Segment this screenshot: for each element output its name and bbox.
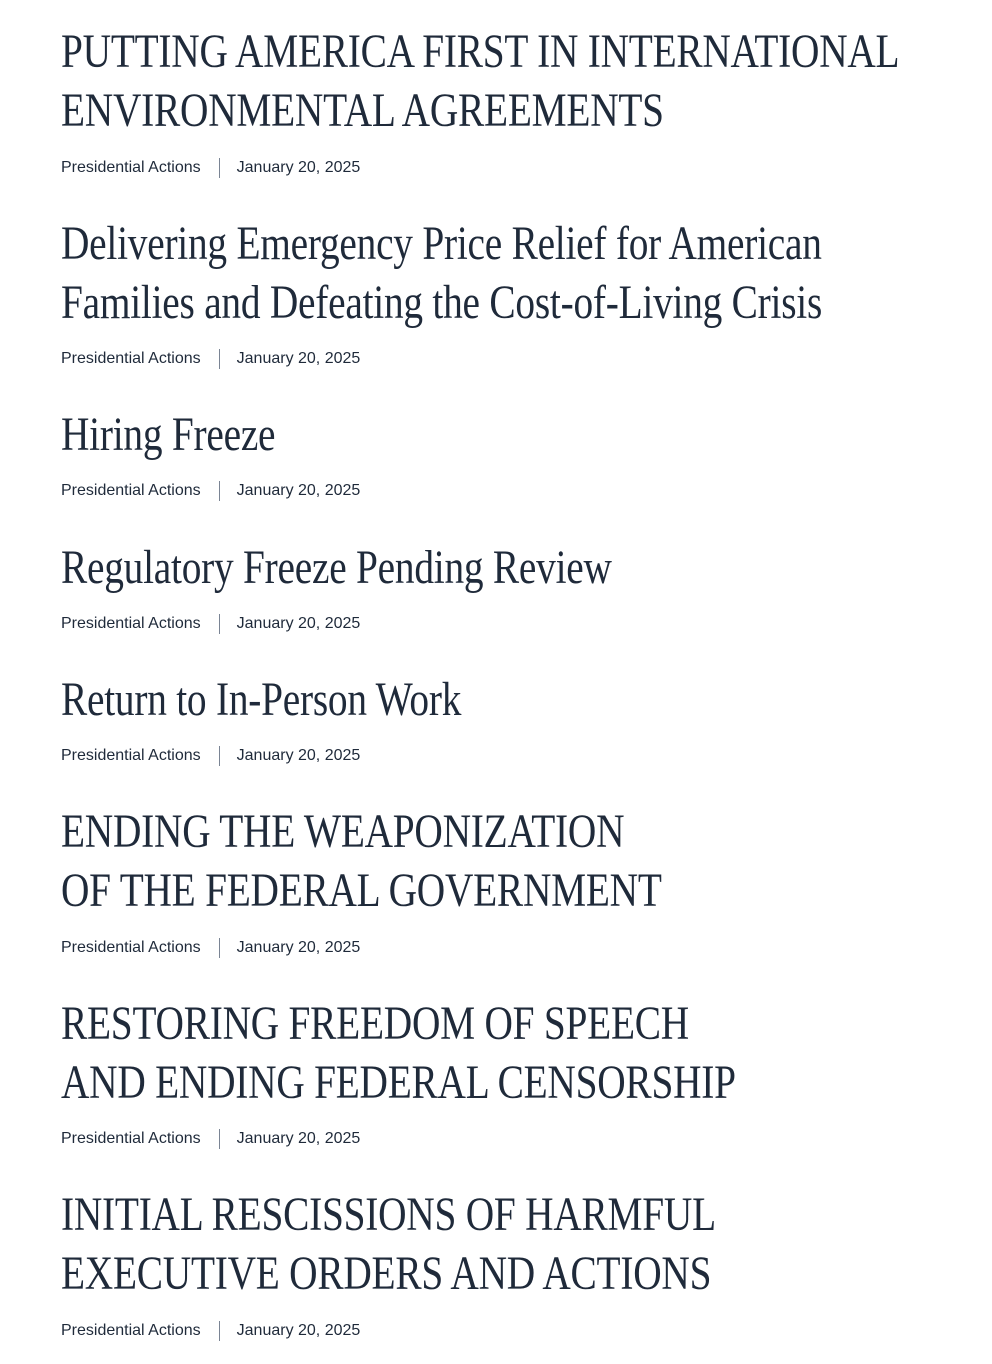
post-meta [61, 1128, 360, 1150]
post-category-link[interactable]: Presidential Actions [61, 615, 201, 632]
post-date: January 20, 2025 [236, 747, 361, 764]
meta-divider [219, 1321, 220, 1341]
post-title-link[interactable] [61, 1185, 988, 1303]
post-date: January 20, 2025 [236, 482, 361, 499]
post-title-line: Delivering Emergency Price Relief for American [61, 217, 822, 270]
post-title-link[interactable] [61, 802, 988, 920]
post-category-link[interactable]: Presidential Actions [61, 939, 201, 956]
post-meta [61, 480, 360, 502]
post-title-line: RESTORING FREEDOM OF SPEECH [61, 997, 689, 1050]
post-category-link[interactable]: Presidential Actions [61, 747, 201, 764]
post-category-link[interactable]: Presidential Actions [61, 159, 201, 176]
post-meta [61, 613, 360, 635]
post-meta [61, 348, 360, 370]
post-date: January 20, 2025 [236, 1130, 361, 1147]
post-title-line: Hiring Freeze [61, 408, 276, 461]
post-item [61, 1185, 961, 1339]
post-title-line: INITIAL RESCISSIONS OF HARMFUL [61, 1188, 716, 1241]
meta-divider [219, 938, 220, 958]
post-item [61, 670, 961, 764]
post-item [61, 214, 961, 367]
post-title-line: ENDING THE WEAPONIZATION [61, 805, 625, 858]
post-category-link[interactable]: Presidential Actions [61, 1322, 201, 1339]
post-title-line: PUTTING AMERICA FIRST IN INTERNATIONAL [61, 25, 900, 78]
meta-divider [219, 158, 220, 178]
post-meta [61, 937, 360, 959]
post-category-link[interactable]: Presidential Actions [61, 1130, 201, 1147]
post-title-line: Return to In-Person Work [61, 673, 462, 726]
meta-divider [219, 1129, 220, 1149]
post-title-link[interactable] [61, 994, 988, 1112]
post-title-link[interactable] [61, 670, 988, 729]
post-date: January 20, 2025 [236, 1322, 361, 1339]
meta-divider [219, 614, 220, 634]
post-title-link[interactable] [61, 405, 988, 464]
post-title-line: Regulatory Freeze Pending Review [61, 541, 612, 594]
post-title-line: EXECUTIVE ORDERS AND ACTIONS [61, 1247, 712, 1300]
post-item [61, 802, 961, 956]
post-category-link[interactable]: Presidential Actions [61, 350, 201, 367]
post-date: January 20, 2025 [236, 615, 361, 632]
post-title-line: Families and Defeating the Cost-of-Living Crisis [61, 276, 823, 329]
post-item [61, 538, 961, 632]
post-title-line: OF THE FEDERAL GOVERNMENT [61, 864, 662, 917]
post-title-link[interactable] [61, 538, 988, 597]
post-date: January 20, 2025 [236, 939, 361, 956]
post-item [61, 994, 961, 1147]
post-date: January 20, 2025 [236, 159, 361, 176]
post-title-link[interactable] [61, 214, 988, 332]
meta-divider [219, 746, 220, 766]
post-meta [61, 157, 360, 179]
meta-divider [219, 349, 220, 369]
post-meta [61, 1320, 360, 1342]
post-title-link[interactable] [61, 22, 988, 140]
post-category-link[interactable]: Presidential Actions [61, 482, 201, 499]
post-title-line: ENVIRONMENTAL AGREEMENTS [61, 84, 664, 137]
post-item [61, 405, 961, 499]
post-date: January 20, 2025 [236, 350, 361, 367]
post-meta [61, 745, 360, 767]
meta-divider [219, 481, 220, 501]
post-item [61, 22, 961, 176]
post-title-line: AND ENDING FEDERAL CENSORSHIP [61, 1056, 736, 1109]
